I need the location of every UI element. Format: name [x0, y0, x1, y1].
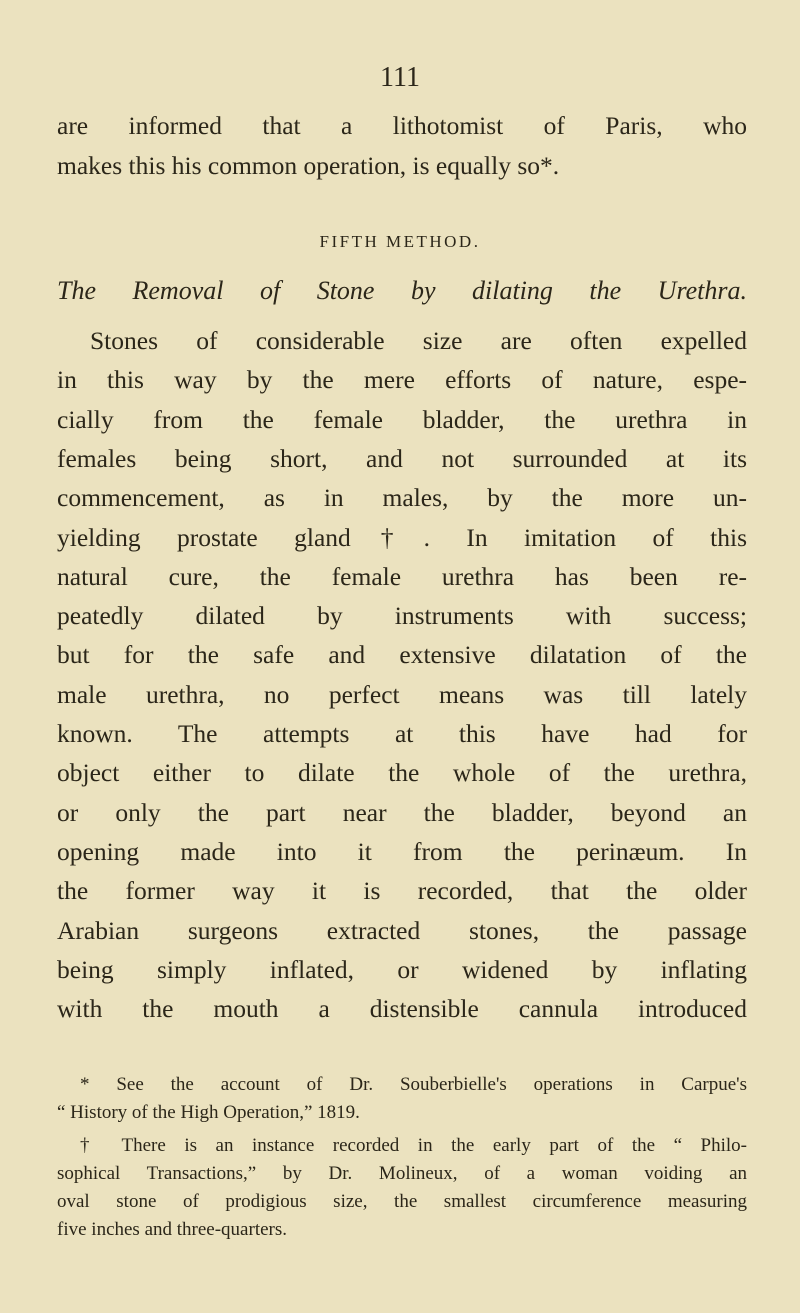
- text-line: known. The attempts at this have had for: [57, 719, 747, 748]
- text-line: object either to dilate the whole of the urethra,: [57, 758, 747, 788]
- footnote-line: sophical Transactions,” by Dr. Molineux, of a woman voiding an: [57, 1163, 747, 1184]
- page-number: 111: [380, 62, 420, 93]
- text-line: Arabian surgeons extracted stones, the passage: [57, 915, 747, 945]
- footnote-line: oval stone of prodigious size, the smallest circumference measuring: [57, 1191, 747, 1212]
- text-line: male urethra, no perfect means was till lately: [57, 679, 747, 709]
- text-line: or only the part near the bladder, beyond an: [57, 797, 747, 827]
- text-line: the former way it is recorded, that the older: [57, 876, 747, 906]
- text-line: yielding prostate gland†. In imitation of this: [57, 522, 747, 552]
- section-heading: FIFTH METHOD.: [319, 232, 481, 251]
- footnote-line: “ History of the High Operation,” 1819.: [57, 1102, 360, 1123]
- text-line: makes this his common operation, is equally so*.: [57, 151, 560, 180]
- text-line: commencement, as in males, by the more un-: [57, 483, 747, 513]
- text-line: cially from the female bladder, the urethra in: [57, 404, 747, 434]
- text-line: are informed that a lithotomist of Paris, who: [57, 111, 747, 140]
- text-line: with the mouth a distensible cannula introduced: [57, 994, 747, 1024]
- text-line: opening made into it from the perinæum. In: [57, 836, 747, 866]
- text-line: females being short, and not surrounded at its: [57, 443, 747, 473]
- text-line: but for the safe and extensive dilatation of the: [57, 640, 747, 670]
- footnote-line: * See the account of Dr. Souberbielle's operations in Carpue's: [80, 1074, 747, 1095]
- footnote-line: five inches and three-quarters.: [57, 1219, 288, 1240]
- text-line: peatedly dilated by instruments with success;: [57, 601, 747, 631]
- text-line: Stones of considerable size are often expelled: [90, 326, 747, 355]
- text-line: in this way by the mere efforts of nature, espe-: [57, 365, 747, 395]
- footnote-line: † There is an instance recorded in the early part of the “ Philo-: [80, 1135, 747, 1156]
- text-line: natural cure, the female urethra has been re-: [57, 561, 747, 591]
- text-line: being simply inflated, or widened by inflating: [57, 954, 747, 984]
- section-title: The Removal of Stone by dilating the Urethra.: [57, 276, 747, 305]
